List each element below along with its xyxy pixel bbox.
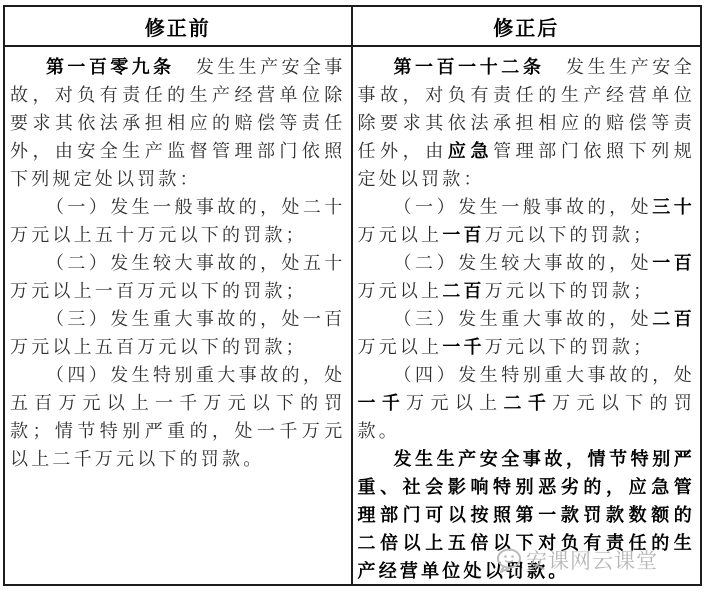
bold-text-segment: 一百 — [652, 253, 695, 273]
paragraph — [358, 305, 696, 361]
table-body-row — [5, 47, 700, 584]
bold-text-segment: 三十 — [652, 197, 695, 217]
text-segment: 万元以下的罚款； — [484, 337, 655, 357]
text-segment: 万元以上 — [357, 281, 443, 301]
text-segment: 万元以下的罚款； — [484, 225, 655, 245]
paragraph — [358, 361, 696, 445]
text-segment: （一）发生一般事故的，处二十万元以上五十万元以下的罚款； — [10, 197, 346, 245]
text-segment: 万元以下的罚款； — [484, 281, 655, 301]
bold-text-segment: 二百 — [442, 281, 485, 301]
before-text-cell — [5, 47, 353, 584]
paragraph — [10, 53, 346, 193]
bold-text-segment: 第一百零九条 — [46, 57, 175, 77]
paragraph — [10, 193, 346, 249]
paragraph — [358, 445, 696, 584]
bold-text-segment: 发生生产安全事故，情节特别严重、社会影响特别恶劣的，应急管理部门可以按照第一款罚款数额的二倍以上五倍以下对负有责任的生产经营单位处以罚款。 — [357, 449, 695, 581]
bold-text-segment: 一千 — [442, 337, 485, 357]
text-segment: （二）发生较大事故的，处 — [393, 253, 653, 273]
text-segment: 发生生产安全事故，对负有责任的生产经营单位除要求其依法承担相应的赔偿等责任外，由 — [357, 57, 696, 161]
paragraph — [10, 305, 346, 361]
bold-text-segment: 二千 — [503, 393, 553, 413]
text-segment: （三）发生重大事故的，处 — [393, 309, 653, 329]
text-segment: （四）发生特别重大事故的，处五百万元以上一千万元以下的罚款；情节特别严重的，处一千万元以上二千万元以下的罚款。 — [10, 365, 346, 469]
text-segment: 发生生产安全事故，对负有责任的生产经营单位除要求其依法承担相应的赔偿等责任外，由安全生产监督管理部门依照下列规定处以罚款： — [10, 57, 346, 189]
text-segment: 万元以上 — [357, 337, 443, 357]
paragraph — [358, 249, 696, 305]
text-segment: 管理部门依照下列规定处以罚款： — [357, 141, 695, 189]
after-text-cell — [353, 47, 701, 584]
bold-text-segment: 应急 — [447, 141, 494, 161]
bold-text-segment: 第一百一十二条 — [393, 57, 545, 77]
bold-text-segment: 一千 — [357, 393, 407, 413]
text-segment: （二）发生较大事故的，处五十万元以上一百万元以下的罚款； — [10, 253, 346, 301]
watermark-text: 安课网云课堂 — [526, 550, 658, 573]
paragraph — [358, 193, 696, 249]
paragraph — [358, 53, 696, 193]
text-segment: 万元以上 — [406, 393, 504, 413]
text-segment: （四）发生特别重大事故的，处 — [393, 365, 695, 385]
table-header-row — [5, 7, 700, 47]
bold-text-segment: 一百 — [442, 225, 485, 245]
comparison-table — [3, 5, 702, 586]
header-after: 修正后 — [493, 17, 560, 40]
paragraph — [10, 249, 346, 305]
bold-text-segment: 二百 — [652, 309, 695, 329]
header-before: 修正前 — [5, 7, 353, 45]
text-segment: （一）发生一般事故的，处 — [393, 197, 653, 217]
paragraph — [10, 361, 346, 473]
text-segment: （三）发生重大事故的，处一百万元以上五百万元以下的罚款； — [10, 309, 346, 357]
text-segment: 万元以上 — [357, 225, 443, 245]
text-segment: 万元以下的罚款。 — [357, 393, 696, 441]
